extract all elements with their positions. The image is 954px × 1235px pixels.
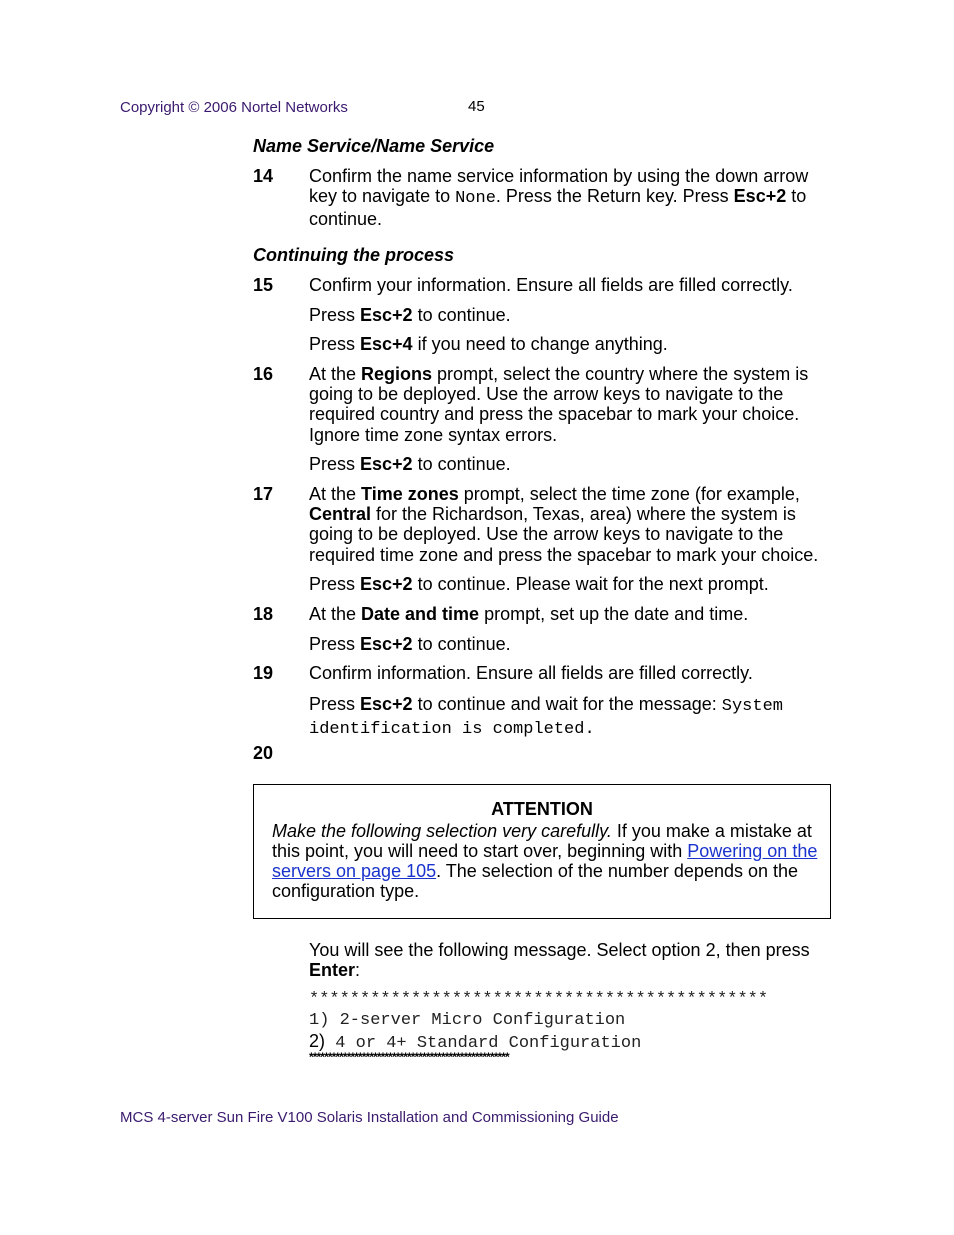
step-14-text: Confirm the name service information by using the down arrow key to navigate to None. Press the Return key. Press Esc+2 to continue. — [309, 166, 809, 230]
step-15-text: Confirm your information. Ensure all fields are filled correctly. — [309, 275, 793, 295]
step-17-text: At the Time zones prompt, select the time zone (for example, Central for the Richardson, Texas, area) where the system is going to be deployed. Use the arrow keys to navigate to the required time zone and press the spacebar to mark your choice. — [309, 484, 819, 565]
code-none: None — [455, 189, 496, 209]
page-number: 45 — [468, 98, 485, 115]
stars-line-top: ********************************************* — [309, 990, 769, 1009]
attention-body: Make the following selection very carefully. If you make a mistake at this point, you will need to start over, beginning with Powering on the servers on page 105. The selection of the number depends on the configuration type. — [272, 821, 818, 901]
step-number-18: 18 — [253, 604, 274, 624]
step-16-press: Press Esc+2 to continue. — [309, 454, 511, 474]
footer-guide-title: MCS 4-server Sun Fire V100 Solaris Installation and Commissioning Guide — [120, 1109, 619, 1126]
step-15-press-esc4: Press Esc+4 if you need to change anything. — [309, 334, 668, 354]
step-15-press-esc2: Press Esc+2 to continue. — [309, 305, 511, 325]
section-heading-name-service: Name Service/Name Service — [253, 136, 495, 156]
step-18-press: Press Esc+2 to continue. — [309, 634, 511, 654]
step-number-20: 20 — [253, 743, 274, 763]
step-16-text: At the Regions prompt, select the country where the system is going to be deployed. Use the arrow keys to navigate to the required country and press the spacebar to mark your choice. Ignore time zone syntax errors. — [309, 364, 809, 445]
step-19-press: Press Esc+2 to continue and wait for the message: System identification is completed. — [309, 694, 783, 740]
step-number-17: 17 — [253, 484, 274, 504]
copyright-text: Copyright © 2006 Nortel Networks — [120, 99, 348, 116]
step-number-16: 16 — [253, 364, 274, 384]
message-intro: You will see the following message. Select option 2, then press Enter: — [309, 940, 810, 981]
step-number-19: 19 — [253, 663, 274, 683]
powering-on-servers-link[interactable]: Powering on the servers on page 105 — [272, 841, 818, 881]
attention-title: ATTENTION — [491, 799, 593, 819]
step-17-press: Press Esc+2 to continue. Please wait for the next prompt. — [309, 574, 769, 594]
option-1-line: 1) 2-server Micro Configuration — [309, 1011, 626, 1030]
option-2-line: 2) 4 or 4+ Standard Configuration — [309, 1031, 642, 1053]
step-18-text: At the Date and time prompt, set up the date and time. — [309, 604, 749, 624]
section-heading-continuing: Continuing the process — [253, 245, 455, 265]
stars-line-bottom: ***************************************************** — [309, 1050, 509, 1064]
key-esc2: Esc+2 — [733, 186, 787, 207]
step-number-14: 14 — [253, 166, 274, 186]
code-system-identification: System identification is completed. — [309, 697, 783, 740]
step-number-15: 15 — [253, 275, 274, 295]
attention-box — [253, 784, 831, 919]
step-19-text: Confirm information. Ensure all fields are filled correctly. — [309, 663, 753, 683]
